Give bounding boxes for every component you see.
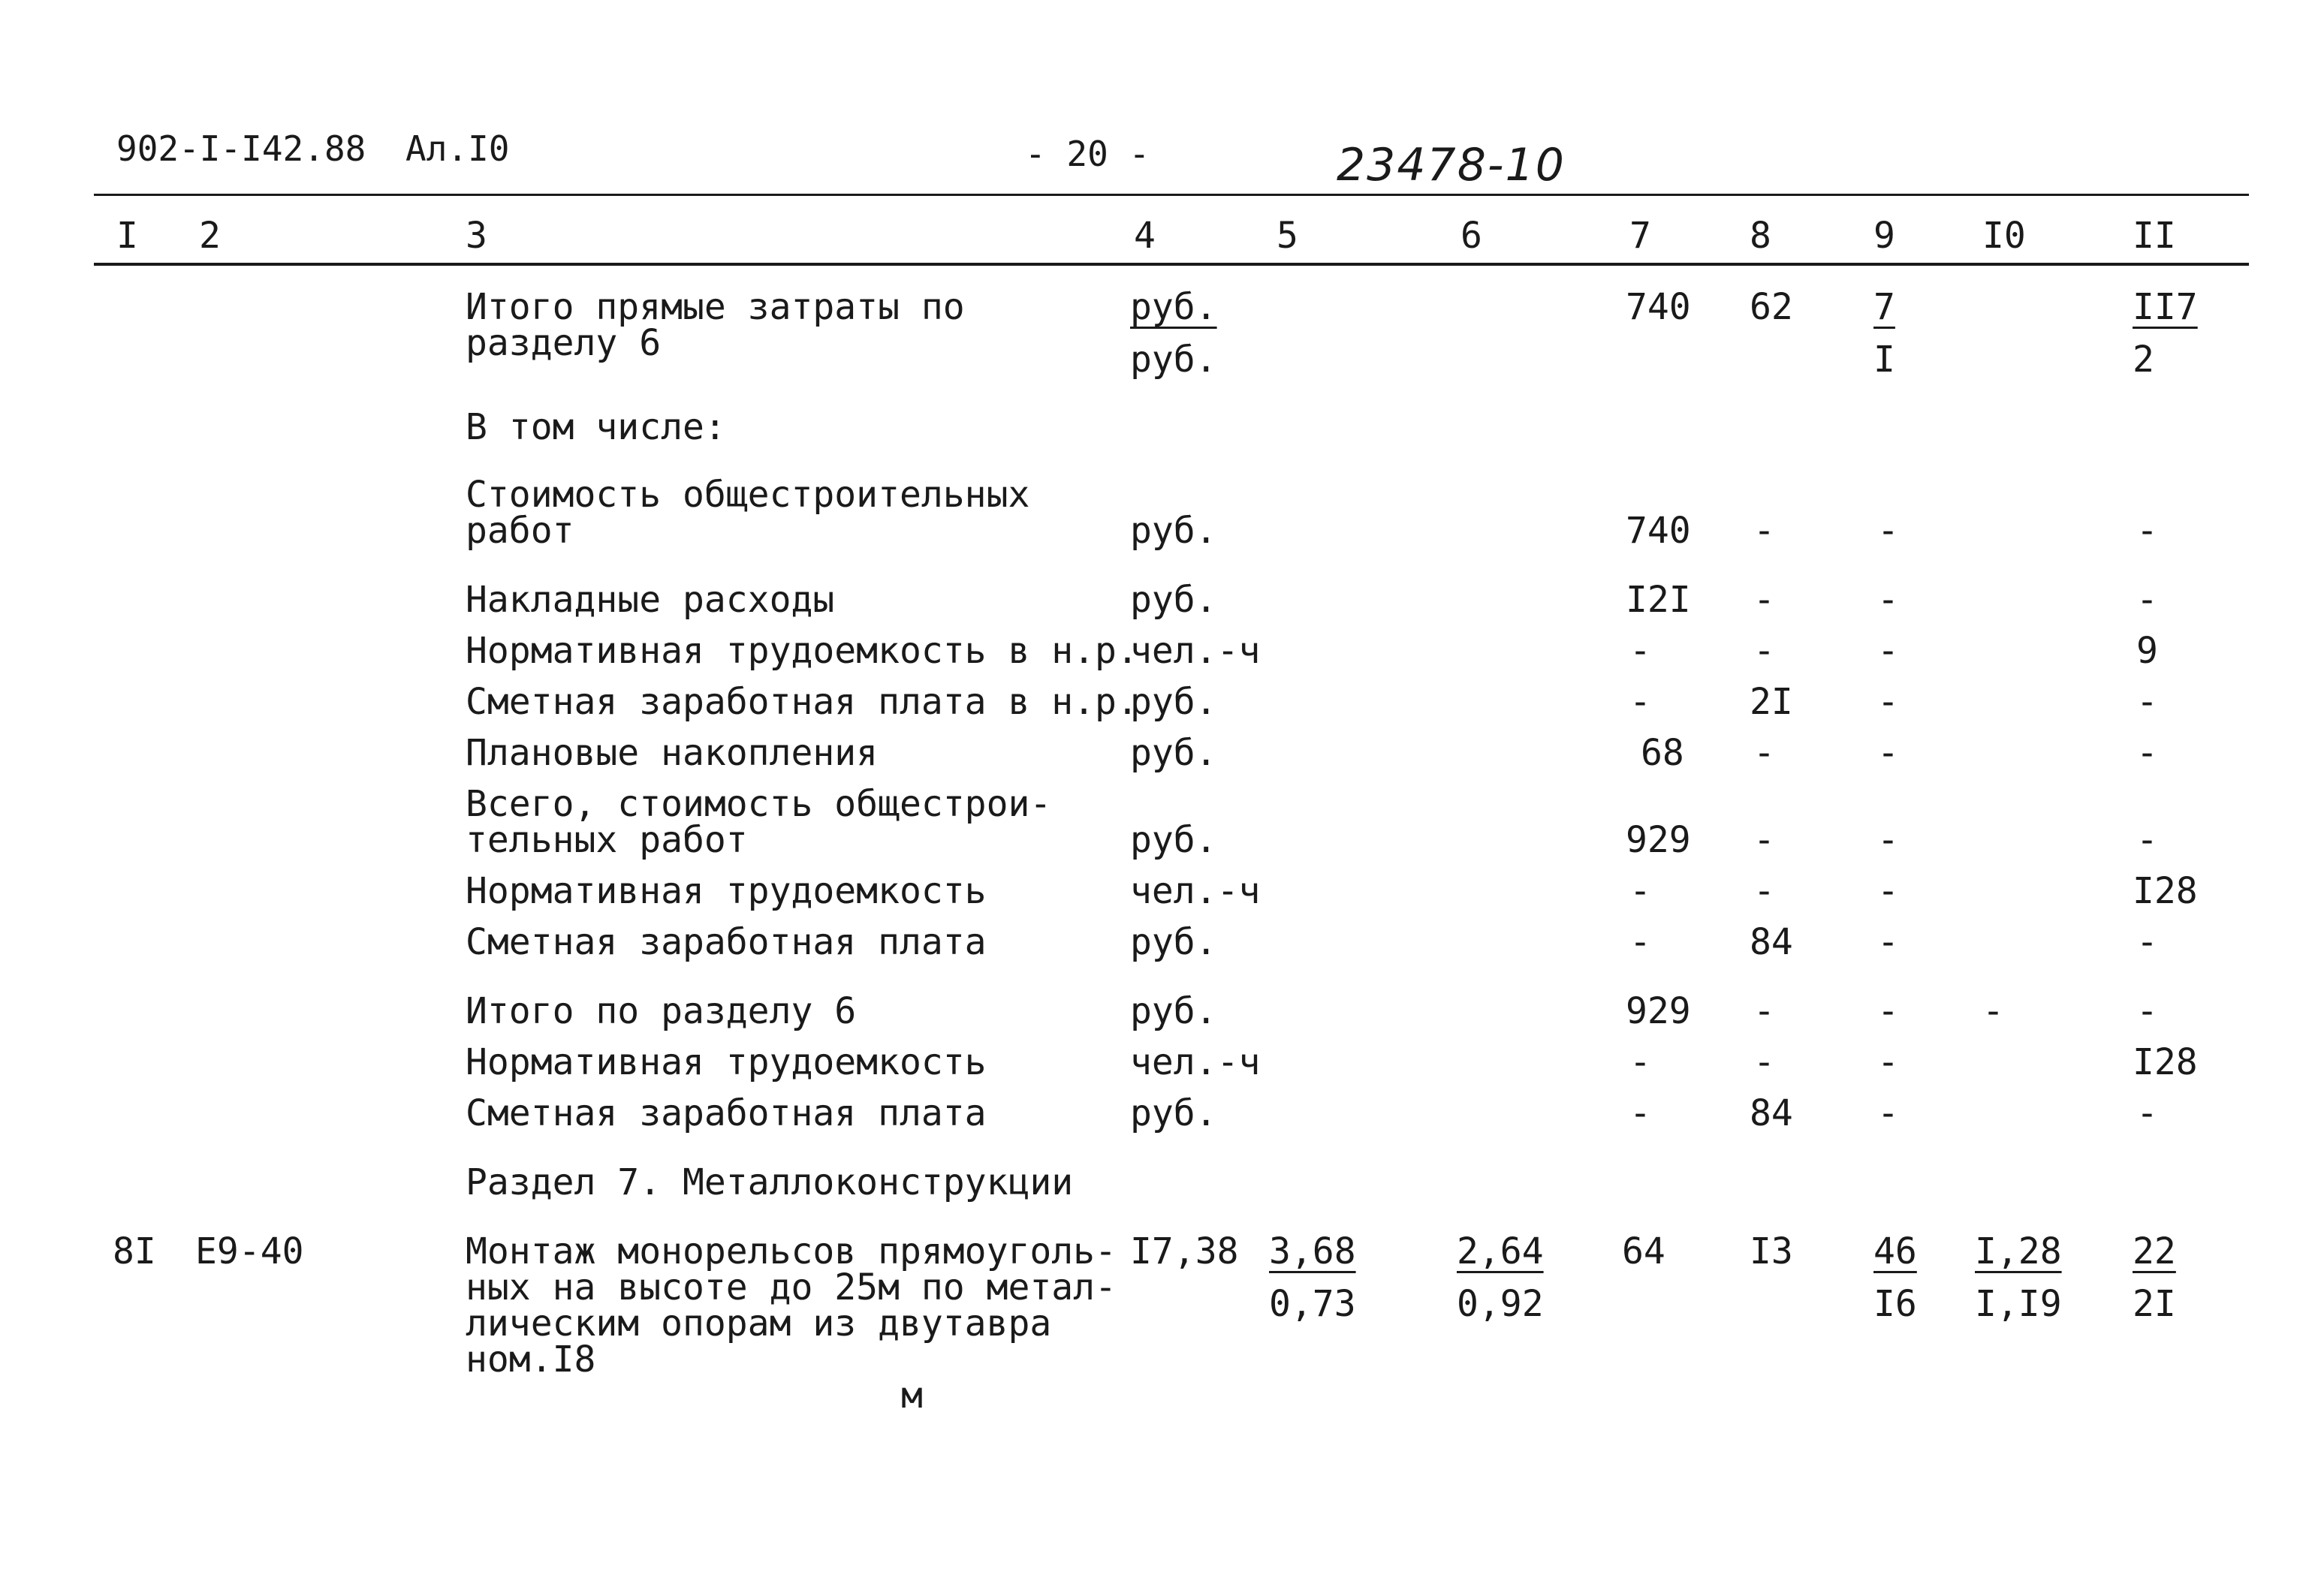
row-general-construction-c11: - [2136,510,2158,552]
item-81-c5-top: 3,68 [1269,1230,1356,1272]
row-planned-savings-c9: - [1877,732,1899,774]
row-section-total-c7: 929 [1626,990,1691,1032]
sheet-label: Ал.I0 [405,128,510,169]
row-planned-savings-desc: Плановые накопления [466,732,879,774]
row-overhead-unit: руб. [1130,579,1217,621]
row-section-labor-desc: Нормативная трудоемкость [466,1041,987,1083]
row-section-total-c11: - [2136,990,2158,1032]
doc-code: 902-I-I42.88 [116,128,366,169]
row-wage-overhead-c9: - [1877,681,1899,723]
row-labor-c11: I28 [2133,870,2198,912]
row-labor-c9: - [1877,870,1899,912]
row-general-construction-desc: Стоимость общестроительных работ [466,474,1030,552]
row-labor-overhead-c11: 9 [2136,630,2158,672]
row-total-direct-c7: 740 [1626,286,1691,328]
row-total-direct-c8: 62 [1750,286,1793,328]
row-labor-c7: - [1629,870,1651,912]
row-total-construction-desc: Всего, стоимость общестрои- тельных работ [466,783,1052,861]
row-planned-savings-unit: руб. [1130,732,1217,774]
row-section-wage-c11: - [2136,1092,2158,1134]
row-wage-overhead-desc: Сметная заработная плата в н.р. [466,681,1138,723]
row-labor-overhead-c9: - [1877,630,1899,672]
col-num-11: II [2133,215,2176,257]
row-general-construction-c9: - [1877,510,1899,552]
row-wage-c11: - [2136,921,2158,963]
row-section-total-desc: Итого по разделу 6 [466,990,857,1032]
header-top-rule [94,194,2249,196]
item-81-desc: Монтаж монорельсов прямоуголь- ных на высоте до 25м по метал- лическим опорам из двутавра ном.I8 [466,1230,1117,1381]
row-general-construction-c7: 740 [1626,510,1691,552]
item-81-c6-bottom: 0,92 [1457,1283,1544,1325]
col-num-10: I0 [1982,215,2026,257]
row-general-construction-unit: руб. [1130,510,1217,552]
row-section-wage-desc: Сметная заработная плата [466,1092,987,1134]
item-81-c4: I7,38 [1130,1230,1239,1272]
row-general-construction-c8: - [1753,510,1775,552]
row-section-wage-unit: руб. [1130,1092,1217,1134]
row-total-construction-unit: руб. [1130,819,1217,861]
row-planned-savings-c7: 68 [1641,732,1684,774]
row-section-total-c10: - [1982,990,2004,1032]
col-num-8: 8 [1750,215,1771,257]
handwritten-number: 23478-10 [1337,139,1566,191]
row-section-wage-c7: - [1629,1092,1651,1134]
row-total-construction-c9: - [1877,819,1899,861]
row-section-wage-c9: - [1877,1092,1899,1134]
item-81-c11-bottom: 2I [2133,1283,2176,1325]
row-planned-savings-c8: - [1753,732,1775,774]
col-num-4: 4 [1134,215,1156,257]
row-total-direct-c9-top: 7 [1873,286,1895,328]
row-including-label: В том числе: [466,406,726,448]
page-number: - 20 - [1025,134,1150,174]
row-total-construction-c7: 929 [1626,819,1691,861]
row-total-direct-c11-top: II7 [2133,286,2198,328]
row-wage-overhead-unit: руб. [1130,681,1217,723]
row-planned-savings-c11: - [2136,732,2158,774]
row-wage-overhead-c7: - [1629,681,1651,723]
row-wage-overhead-c11: - [2136,681,2158,723]
row-wage-c9: - [1877,921,1899,963]
col-num-7: 7 [1629,215,1651,257]
row-wage-overhead-c8: 2I [1750,681,1793,723]
item-81-c7: 64 [1622,1230,1665,1272]
row-section-total-c9: - [1877,990,1899,1032]
row-total-direct-c11-bottom: 2 [2133,339,2154,381]
row-overhead-c9: - [1877,579,1899,621]
row-overhead-c8: - [1753,579,1775,621]
row-total-construction-c11: - [2136,819,2158,861]
section-7-heading: Раздел 7. Металлоконструкции [466,1161,1074,1203]
item-81-c8: I3 [1750,1230,1793,1272]
row-wage-c7: - [1629,921,1651,963]
row-labor-overhead-c8: - [1753,630,1775,672]
row-labor-unit: чел.-ч [1130,870,1261,912]
row-overhead-c7: I2I [1626,579,1691,621]
row-overhead-desc: Накладные расходы [466,579,835,621]
item-81-c6-top: 2,64 [1457,1230,1544,1272]
row-total-construction-c8: - [1753,819,1775,861]
col-num-3: 3 [466,215,487,257]
row-total-direct-unit-top: руб. [1130,286,1217,328]
item-81-code: Е9-40 [195,1230,304,1272]
row-labor-overhead-desc: Нормативная трудоемкость в н.р. [466,630,1138,672]
item-81-c9-top: 46 [1873,1230,1917,1272]
row-total-direct-unit-bottom: руб. [1130,339,1217,381]
col-num-5: 5 [1277,215,1298,257]
row-section-labor-c7: - [1629,1041,1651,1083]
row-section-labor-unit: чел.-ч [1130,1041,1261,1083]
row-section-total-c8: - [1753,990,1775,1032]
row-labor-overhead-unit: чел.-ч [1130,630,1261,672]
col-num-6: 6 [1460,215,1482,257]
row-wage-c8: 84 [1750,921,1793,963]
col-num-9: 9 [1873,215,1895,257]
row-labor-desc: Нормативная трудоемкость [466,870,987,912]
row-section-labor-c9: - [1877,1041,1899,1083]
row-total-direct-desc: Итого прямые затраты по разделу 6 [466,286,965,364]
header-bottom-rule [94,263,2249,266]
row-overhead-c11: - [2136,579,2158,621]
col-num-1: I [116,215,138,257]
item-81-unit-note: м [901,1375,923,1417]
row-section-labor-c11: I28 [2133,1041,2198,1083]
row-wage-unit: руб. [1130,921,1217,963]
item-81-c10-top: I,28 [1975,1230,2062,1272]
col-num-2: 2 [199,215,221,257]
item-81-c9-bottom: I6 [1873,1283,1917,1325]
row-section-labor-c8: - [1753,1041,1775,1083]
row-section-total-unit: руб. [1130,990,1217,1032]
row-wage-desc: Сметная заработная плата [466,921,987,963]
item-81-c5-bottom: 0,73 [1269,1283,1356,1325]
row-labor-c8: - [1753,870,1775,912]
row-total-direct-c9-bottom: I [1873,339,1895,381]
item-81-number: 8I [113,1230,156,1272]
row-labor-overhead-c7: - [1629,630,1651,672]
item-81-c11-top: 22 [2133,1230,2176,1272]
item-81-c10-bottom: I,I9 [1975,1283,2062,1325]
row-section-wage-c8: 84 [1750,1092,1793,1134]
